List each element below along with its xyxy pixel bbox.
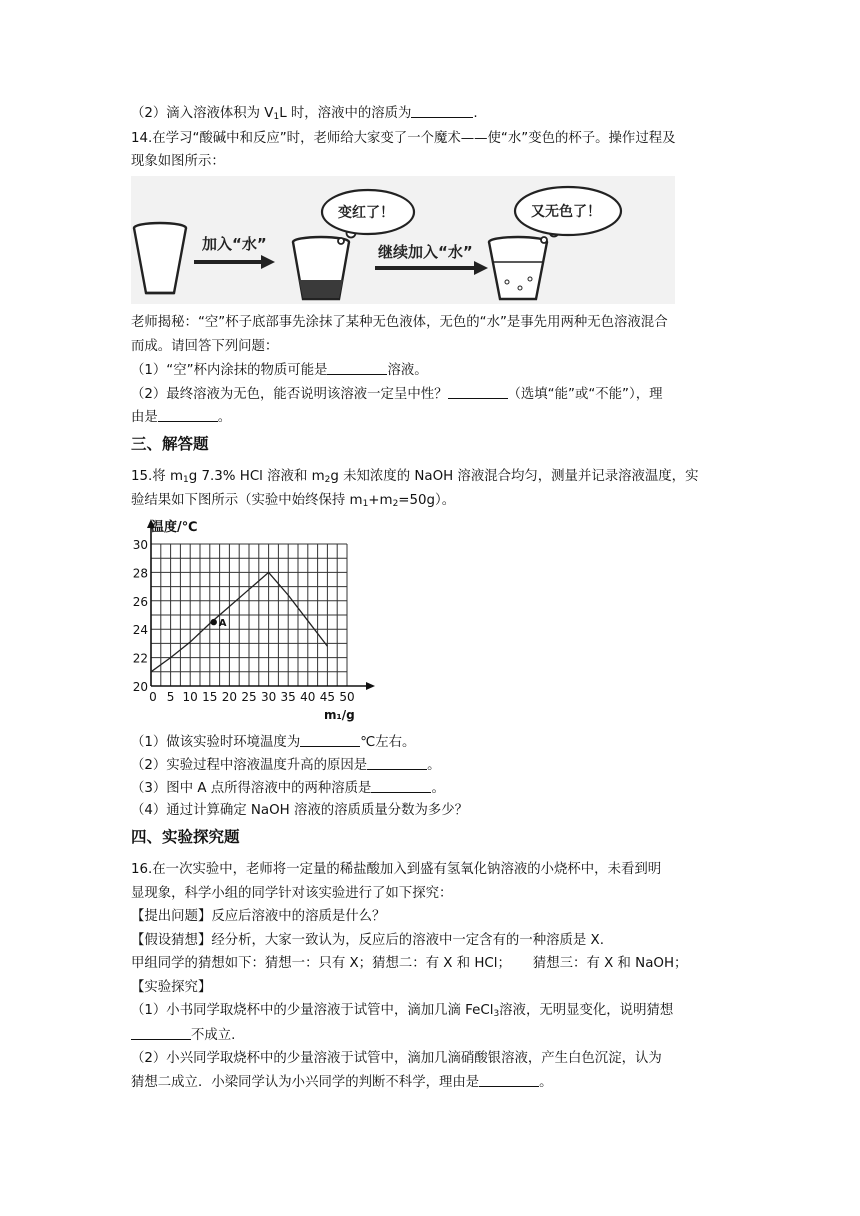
q14-sub1-line: （1）“空”杯内涂抹的物质可能是 溶液。	[131, 363, 428, 378]
x-tick-label: 10	[182, 690, 198, 704]
answer-blank[interactable]	[327, 361, 387, 375]
x-tick-label: 0	[149, 690, 157, 704]
point-a-label: A	[218, 618, 227, 630]
x-tick-label: 40	[300, 690, 316, 704]
q14-stem-line1: 14.在学习“酸碱中和反应”时，老师给大家变了一个魔术——使“水”变色的杯子。操作过程及	[131, 131, 676, 146]
q16-guesses-line: 甲组同学的猜想如下：猜想一：只有 X；猜想二：有 X 和 HCl； 猜想三：有 X 和 NaOH；	[131, 956, 688, 971]
y-axis-label: 温度/℃	[151, 520, 198, 535]
answer-blank[interactable]	[158, 408, 218, 422]
q16-sub1-line2: 不成立.	[131, 1026, 235, 1045]
point-a-marker	[211, 619, 217, 625]
q16-problem-line: 【提出问题】反应后溶液中的溶质是什么？	[131, 909, 386, 924]
label-add-water: 加入“水”	[202, 235, 267, 253]
q13-sub2-line: （2）滴入溶液体积为 $V_1L$ 时，溶液中的溶质为 .	[131, 106, 478, 122]
chart-ticks	[133, 538, 355, 704]
x-tick-label: 45	[319, 690, 336, 704]
answer-blank[interactable]	[448, 385, 508, 399]
q14-sub2-line2: 由是 。	[131, 410, 232, 425]
q15-sub4-line: （4）通过计算确定 NaOH 溶液的溶质质量分数为多少？	[131, 803, 469, 818]
q16-stem-line2: 显现象，科学小组的同学针对该实验进行了如下探究：	[131, 886, 453, 901]
y-tick-label: 26	[132, 594, 148, 609]
x-tick-label: 35	[280, 690, 296, 704]
q15-sub1-line: （1）做该实验时环境温度为 ℃左右。	[131, 735, 416, 750]
answer-blank[interactable]	[131, 1026, 191, 1040]
q16-sub2-line: （2）小兴同学取烧杯中的少量溶液于试管中，滴加几滴硝酸银溶液，产生白色沉淀，认为	[131, 1051, 662, 1066]
speech-bubble-red	[322, 190, 414, 244]
red-cup-icon	[293, 237, 349, 299]
chart-axes	[147, 519, 375, 690]
q16-explore-line: 【实验探究】	[131, 980, 212, 995]
q16-hypothesis-line: 【假设猜想】经分析，大家一致认为，反应后的溶液中一定含有的一种溶质是 X.	[131, 933, 604, 948]
arrow-2-head-icon	[474, 261, 488, 275]
chart-grid	[151, 544, 347, 686]
bubble-colorless-text: 又无色了！	[531, 204, 601, 220]
temperature-chart-svg	[131, 517, 381, 723]
x-axis-arrow-icon	[366, 682, 375, 690]
colorless-cup-icon	[489, 237, 547, 299]
q16-sub1-line: （1）小书同学取烧杯中的少量溶液于试管中，滴加几滴 FeCl$_3$溶液，无明显变化，说明猜想	[131, 1003, 674, 1019]
magic-cup-illustration	[131, 176, 675, 304]
answer-blank[interactable]	[300, 733, 360, 747]
answer-blank[interactable]	[411, 104, 473, 118]
q14-reveal-line1: 老师揭秘：“空”杯子底部事先涂抹了某种无色液体，无色的“水”是事先用两种无色溶液混合	[131, 315, 668, 330]
y-tick-label: 30	[132, 538, 148, 552]
q14-sub2-line: （2）最终溶液为无色，能否说明该溶液一定呈中性？ （选填“能”或“不能”），理	[131, 387, 663, 402]
x-tick-label: 15	[202, 690, 218, 704]
section-3-title: 三、解答题	[131, 435, 209, 453]
y-tick-label: 28	[132, 566, 148, 581]
q15-stem-line2: 验结果如下图所示（实验中始终保持 $m_1+m_2=50g$）。	[131, 493, 456, 509]
answer-blank[interactable]	[367, 756, 427, 770]
section-4-title: 四、实验探究题	[131, 828, 240, 846]
x-tick-label: 25	[241, 690, 257, 704]
q16-stem-line1: 16.在一次实验中，老师将一定量的稀盐酸加入到盛有氢氧化钠溶液的小烧杯中，未看到明	[131, 862, 662, 877]
q15-sub2-line: （2）实验过程中溶液温度升高的原因是 。	[131, 758, 441, 773]
answer-blank[interactable]	[479, 1073, 539, 1087]
q16-sub2-line2: 猜想二成立．小梁同学认为小兴同学的判断不科学，理由是 。	[131, 1075, 553, 1090]
x-tick-label: 50	[339, 690, 355, 704]
arrow-1-head-icon	[261, 255, 275, 269]
x-axis-label: m₁/g	[324, 708, 355, 722]
magic-cup-figure	[131, 176, 675, 304]
answer-blank[interactable]	[371, 779, 431, 793]
temperature-chart	[131, 517, 381, 727]
q15-sub3-line: （3）图中 A 点所得溶液中的两种溶质是 。	[131, 781, 445, 796]
q14-stem-line2: 现象如图所示：	[131, 154, 225, 169]
x-tick-label: 30	[260, 690, 277, 704]
x-tick-label: 20	[221, 690, 238, 704]
y-tick-label: 24	[132, 623, 148, 638]
q14-reveal-line2: 而成。请回答下列问题：	[131, 339, 279, 354]
q15-stem-line1: 15.将 $m_1g$ 7.3% HCl 溶液和 $m_2g$ 未知浓度的 NaOH 溶液混合均匀，测量并记录溶液温度，实	[131, 469, 699, 485]
label-continue-add: 继续加入“水”	[378, 243, 473, 261]
y-tick-label: 20	[132, 680, 148, 694]
x-tick-label: 5	[166, 690, 175, 704]
empty-cup-icon	[134, 223, 186, 293]
bubble-red-text: 变红了！	[338, 205, 394, 221]
speech-bubble-colorless	[515, 187, 621, 243]
y-tick-label: 22	[132, 651, 148, 666]
